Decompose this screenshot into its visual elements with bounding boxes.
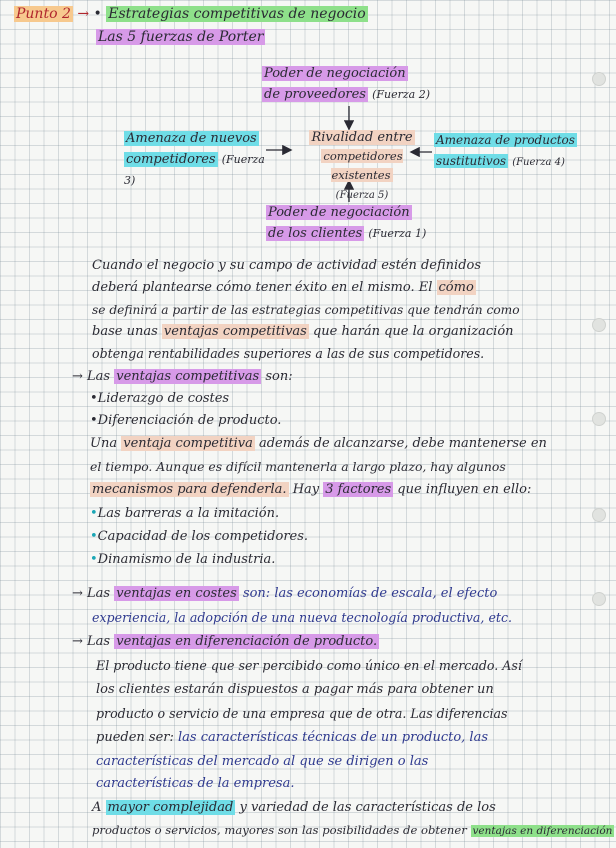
p2-line1: Una ventaja competitiva además de alcanzarse, debe mantenerse en bbox=[90, 436, 547, 451]
factor-item: •Las barreras a la imitación. bbox=[90, 506, 280, 521]
p1-line5: obtenga rentabilidades superiores a las de sus competidores. bbox=[92, 346, 485, 361]
costes-line1: → Las ventajas en costes son: las economías de escala, el efecto bbox=[72, 586, 498, 601]
box-nuevos-competidores: Amenaza de nuevos competidores (Fuerza 3) bbox=[124, 131, 265, 187]
header-line bbox=[14, 6, 368, 22]
box-sustitutivos: Amenaza de productos sustitutivos (Fuerza 4) bbox=[436, 133, 575, 168]
factor-item: •Capacidad de los competidores. bbox=[90, 529, 309, 544]
ventajas-intro: → Las ventajas competitivas son: bbox=[72, 369, 293, 384]
punto-label: Punto 2 bbox=[16, 6, 71, 22]
header-bullet: • bbox=[93, 6, 102, 22]
p1-line1: Cuando el negocio y su campo de actividad estén definidos bbox=[92, 258, 482, 273]
box-proveedores: Poder de negociación de proveedores (Fuerza 2) bbox=[264, 66, 431, 102]
box-clientes: Poder de negociación de los clientes (Fuerza 1) bbox=[268, 205, 427, 241]
p1-line3: se definirá a partir de las estrategias competitivas que tendrán como bbox=[92, 303, 520, 317]
dif-line4: pueden ser: las características técnicas de un producto, las bbox=[96, 730, 489, 745]
p2-line2: el tiempo. Aunque es difícil mantenerla a largo plazo, hay algunos bbox=[90, 459, 506, 474]
dif-line1: El producto tiene que ser percibido como único en el mercado. Así bbox=[96, 658, 522, 673]
ventaja-item: •Diferenciación de producto. bbox=[90, 413, 282, 428]
subtitle-line bbox=[96, 29, 265, 45]
dif-line2: los clientes estarán dispuestos a pagar más para obtener un bbox=[96, 682, 494, 697]
page-title: Estrategias competitivas de negocio bbox=[108, 6, 366, 22]
ventaja-item: •Liderazgo de costes bbox=[90, 391, 230, 406]
header-arrow: → bbox=[77, 6, 90, 22]
dif-line5: características del mercado al que se dirigen o las bbox=[96, 754, 429, 769]
p1-line2: deberá plantearse cómo tener éxito en el mismo. El cómo bbox=[92, 280, 474, 295]
factor-item: •Dinamismo de la industria. bbox=[90, 552, 276, 567]
p1-line4: base unas ventajas competitivas que harán que la organización bbox=[92, 324, 514, 339]
dif-line3: producto o servicio de una empresa que de otra. Las diferencias bbox=[96, 706, 508, 721]
box-rivalidad: Rivalidad entre competidores existentes (Fuerza 5) bbox=[311, 130, 413, 201]
p2-line3: mecanismos para defenderla. Hay 3 factores que influyen en ello: bbox=[92, 482, 532, 497]
costes-line2: experiencia, la adopción de una nueva tecnología productiva, etc. bbox=[92, 610, 513, 625]
page-subtitle: Las 5 fuerzas de Porter bbox=[98, 29, 264, 45]
last-line2: productos o servicios, mayores son las posibilidades de obtener ventajas en diferenciación bbox=[92, 823, 613, 837]
dif-heading: → Las ventajas en diferenciación de producto. bbox=[72, 634, 378, 649]
last-line1: A mayor complejidad y variedad de las características de los bbox=[92, 800, 496, 815]
dif-line6: características de la empresa. bbox=[96, 776, 295, 791]
